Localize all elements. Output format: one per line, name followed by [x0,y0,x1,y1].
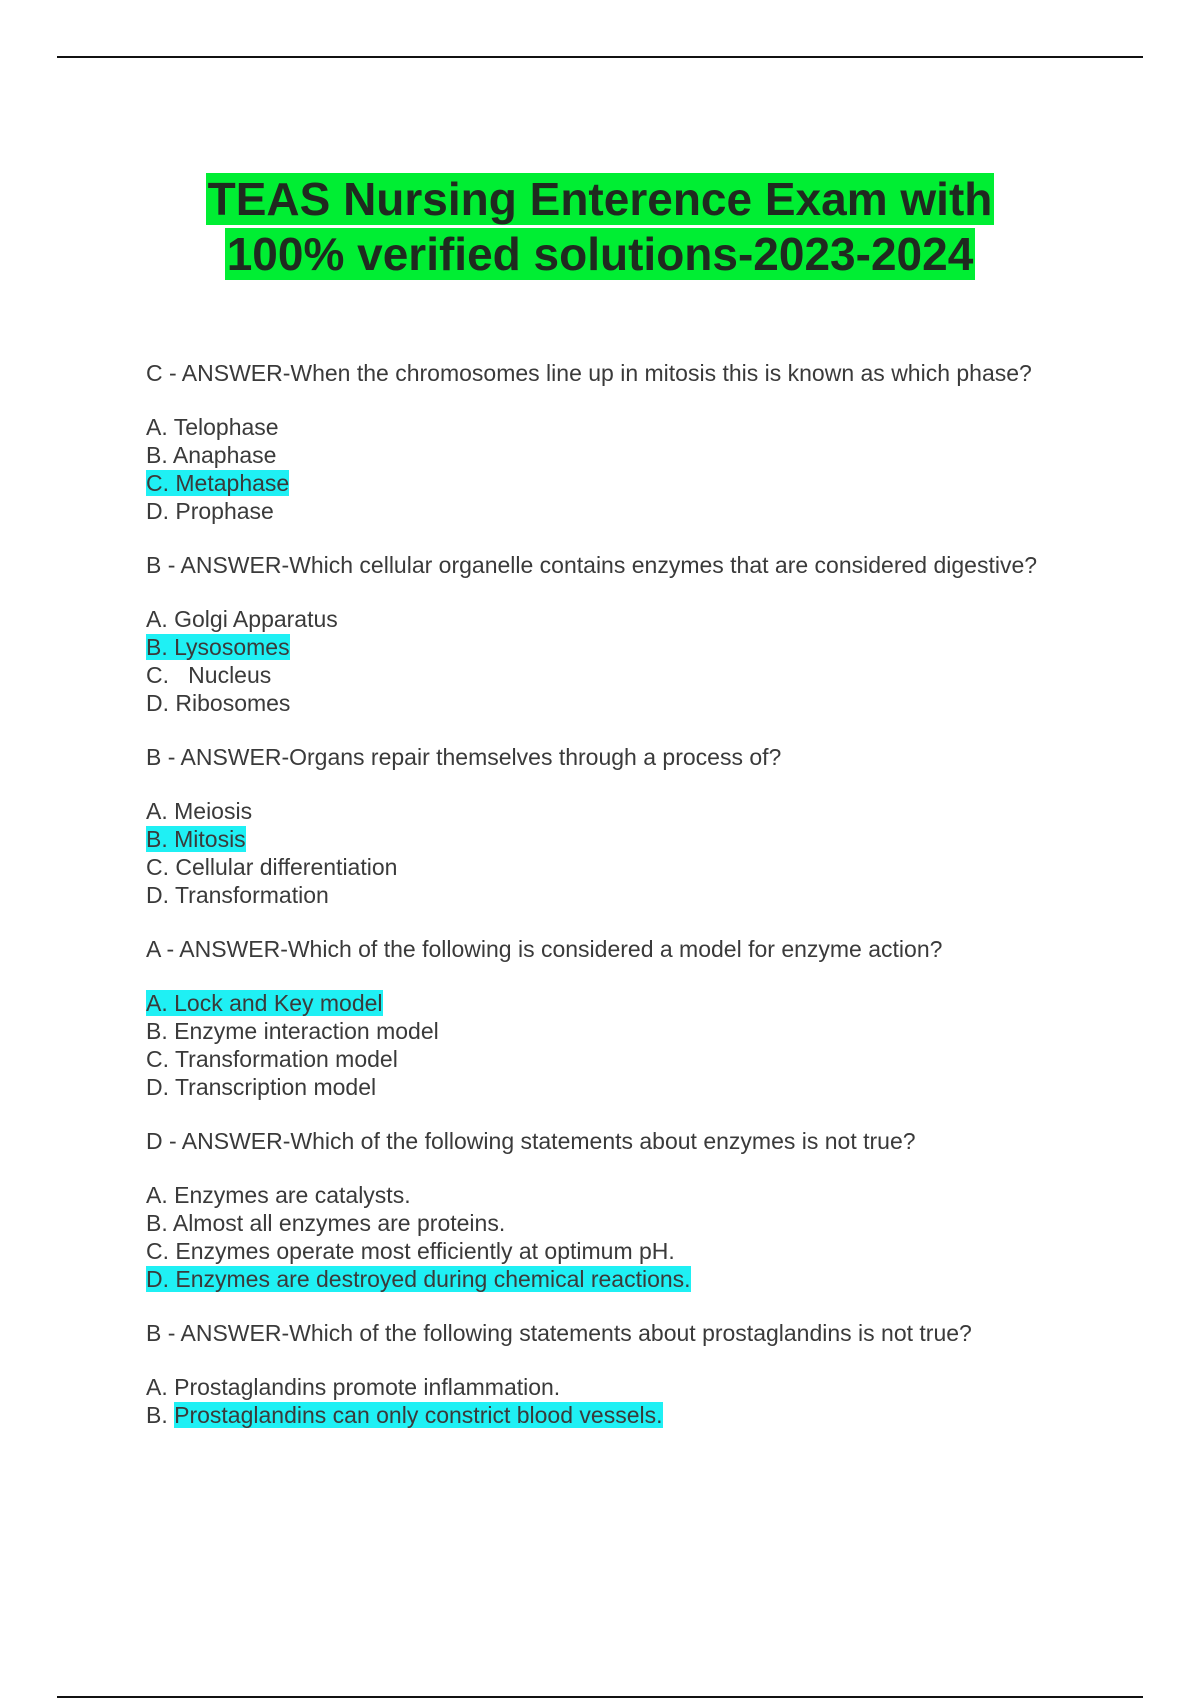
option-label: D. Transformation [146,882,329,908]
question-text: B - ANSWER-Which of the following statements about prostaglandins is not true? [146,1320,972,1346]
answer-option [146,1209,1146,1237]
correct-answer-label: A. Lock and Key model [146,990,383,1016]
answer-option [146,1017,1146,1045]
answer-option [146,1401,1146,1429]
answer-option [146,797,1146,825]
option-label: C. Nucleus [146,662,272,688]
option-label: A. Enzymes are catalysts. [146,1182,411,1208]
title-line-2: 100% verified solutions-2023-2024 [226,228,974,280]
question-text: D - ANSWER-Which of the following statements about enzymes is not true? [146,1128,916,1154]
question-text: B - ANSWER-Organs repair themselves through a process of? [146,744,782,770]
option-label: A. Prostaglandins promote inflammation. [146,1374,561,1400]
answer-option [146,413,1146,441]
correct-answer-label: B. Lysosomes [146,634,290,660]
answer-option [146,825,1146,853]
option-list [146,797,1146,909]
option-list [146,1373,1146,1429]
option-list [146,605,1146,717]
option-label: C. Transformation model [146,1046,398,1072]
option-label: C. Cellular differentiation [146,854,398,880]
answer-option [146,1045,1146,1073]
answer-option [146,469,1146,497]
answer-option [146,881,1146,909]
option-label: B. Almost all enzymes are proteins. [146,1210,506,1236]
title-line-1: TEAS Nursing Enterence Exam with [207,173,993,225]
option-label: D. Transcription model [146,1074,377,1100]
correct-answer-label: D. Enzymes are destroyed during chemical reactions. [146,1266,691,1292]
answer-option [146,497,1146,525]
answer-option [146,633,1146,661]
answer-option [146,1373,1146,1401]
answer-option [146,853,1146,881]
document-title [0,172,1200,282]
answer-option [146,661,1146,689]
option-label: D. Prophase [146,498,274,524]
answer-option [146,1073,1146,1101]
top-rule [57,56,1143,58]
question-list [146,359,1146,1455]
option-list [146,413,1146,525]
answer-option [146,689,1146,717]
answer-option [146,989,1146,1017]
option-label: B. Enzyme interaction model [146,1018,439,1044]
answer-option [146,441,1146,469]
option-prefix: B. [146,1402,175,1428]
question-text: A - ANSWER-Which of the following is considered a model for enzyme action? [146,936,943,962]
answer-option [146,605,1146,633]
option-label: A. Meiosis [146,798,253,824]
correct-answer-label: C. Metaphase [146,470,290,496]
option-label: D. Ribosomes [146,690,291,716]
correct-answer-label: B. Mitosis [146,826,246,852]
answer-option [146,1181,1146,1209]
option-label: A. Telophase [146,414,279,440]
answer-option [146,1265,1146,1293]
option-list [146,1181,1146,1293]
correct-answer-label: Prostaglandins can only constrict blood vessels. [174,1402,663,1428]
option-label: A. Golgi Apparatus [146,606,338,632]
question-text: C - ANSWER-When the chromosomes line up in mitosis this is known as which phase? [146,360,1032,386]
bottom-rule [57,1696,1143,1698]
answer-option [146,1237,1146,1265]
option-label: B. Anaphase [146,442,277,468]
option-label: C. Enzymes operate most efficiently at optimum pH. [146,1238,675,1264]
question-text: B - ANSWER-Which cellular organelle contains enzymes that are considered digestive? [146,552,1038,578]
option-list [146,989,1146,1101]
